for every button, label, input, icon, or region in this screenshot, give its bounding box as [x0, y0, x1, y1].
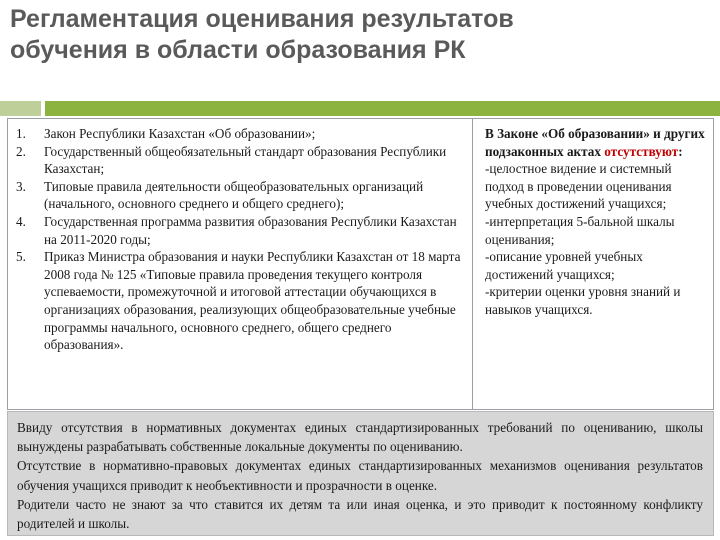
title-divider-bar: [0, 101, 720, 116]
list-item: [16, 213, 466, 248]
list-item-text: Приказ Министра образования и науки Республики Казахстан от 18 марта 2008 года № 125 «Типовые правила проведения текущего контроля успеваемости, промежуточной и итоговой аттестации обучающихся в организациях образования, реализующих общеобразовательные учебные программы начального, основного среднего, общего среднего образования».: [44, 249, 461, 353]
list-item-number: 1.: [16, 126, 26, 141]
list-item: [16, 248, 466, 354]
list-item-text: Типовые правила деятельности общеобразовательных организаций (начального, основного среднего и общего среднего);: [44, 178, 424, 212]
divider-gap: [41, 97, 45, 120]
slide-title-line-1: Регламентация оценивания результатов: [10, 5, 514, 33]
note-paragraph-3: Родители часто не знают за что ставится их детям та или иная оценка, и это приводит к постоянному конфликту родителей и школы.: [17, 496, 703, 532]
list-item: [16, 143, 466, 178]
regulation-table: [7, 118, 714, 410]
note-paragraph-1: Ввиду отсутствия в нормативных документах единых стандартизированных требований по оцениванию, школы вынуждены разрабатывать собственные локальные документы по оцениванию.: [17, 420, 703, 455]
list-item-text: Государственная программа развития образования Республики Казахстан на 2011-2020 годы;: [44, 213, 457, 247]
missing-provisions-list: [485, 160, 707, 318]
list-item-number: 5.: [16, 249, 26, 265]
list-item-text: Государственный общеобязательный стандарт образования Республики Казахстан;: [44, 143, 447, 177]
divider-green-segment: [41, 101, 720, 116]
list-item-number: 4.: [16, 213, 26, 229]
list-item: -критерии оценки уровня знаний и навыков учащихся.: [485, 284, 681, 317]
legal-documents-column: [8, 119, 473, 409]
note-paragraph-2: Отсутствие в нормативно-правовых документах единых стандартизированных механизмов оценивания результатов обучения учащихся приводит к необъективности и прозрачности в оценке.: [17, 458, 703, 493]
slide-title: [10, 4, 710, 66]
list-item-text: Закон Республики Казахстан «Об образовании»;: [44, 126, 316, 141]
slide-title-line-2: обучения в области образования РК: [10, 36, 466, 64]
list-item: [16, 178, 466, 213]
missing-provisions-heading: [485, 125, 707, 160]
list-item: [16, 125, 466, 143]
list-item-number: 2.: [16, 143, 26, 159]
absent-highlight: отсутствуют: [604, 143, 679, 159]
heading-text: В Законе «Об образовании» и других подзаконных актах: [485, 126, 705, 159]
legal-documents-list: [16, 125, 466, 354]
conclusion-note-box: [7, 411, 714, 536]
divider-light-segment: [0, 101, 41, 116]
list-item: -описание уровней учебных достижений учащихся;: [485, 249, 643, 282]
list-item-number: 3.: [16, 178, 26, 194]
list-item: -интерпретация 5-бальной шкалы оценивания;: [485, 213, 675, 247]
list-item: -целостное видение и системный подход в проведении оценивания учебных достижений учащихся;: [485, 161, 672, 212]
absent-colon: :: [678, 143, 683, 159]
missing-provisions-column: [473, 119, 713, 409]
